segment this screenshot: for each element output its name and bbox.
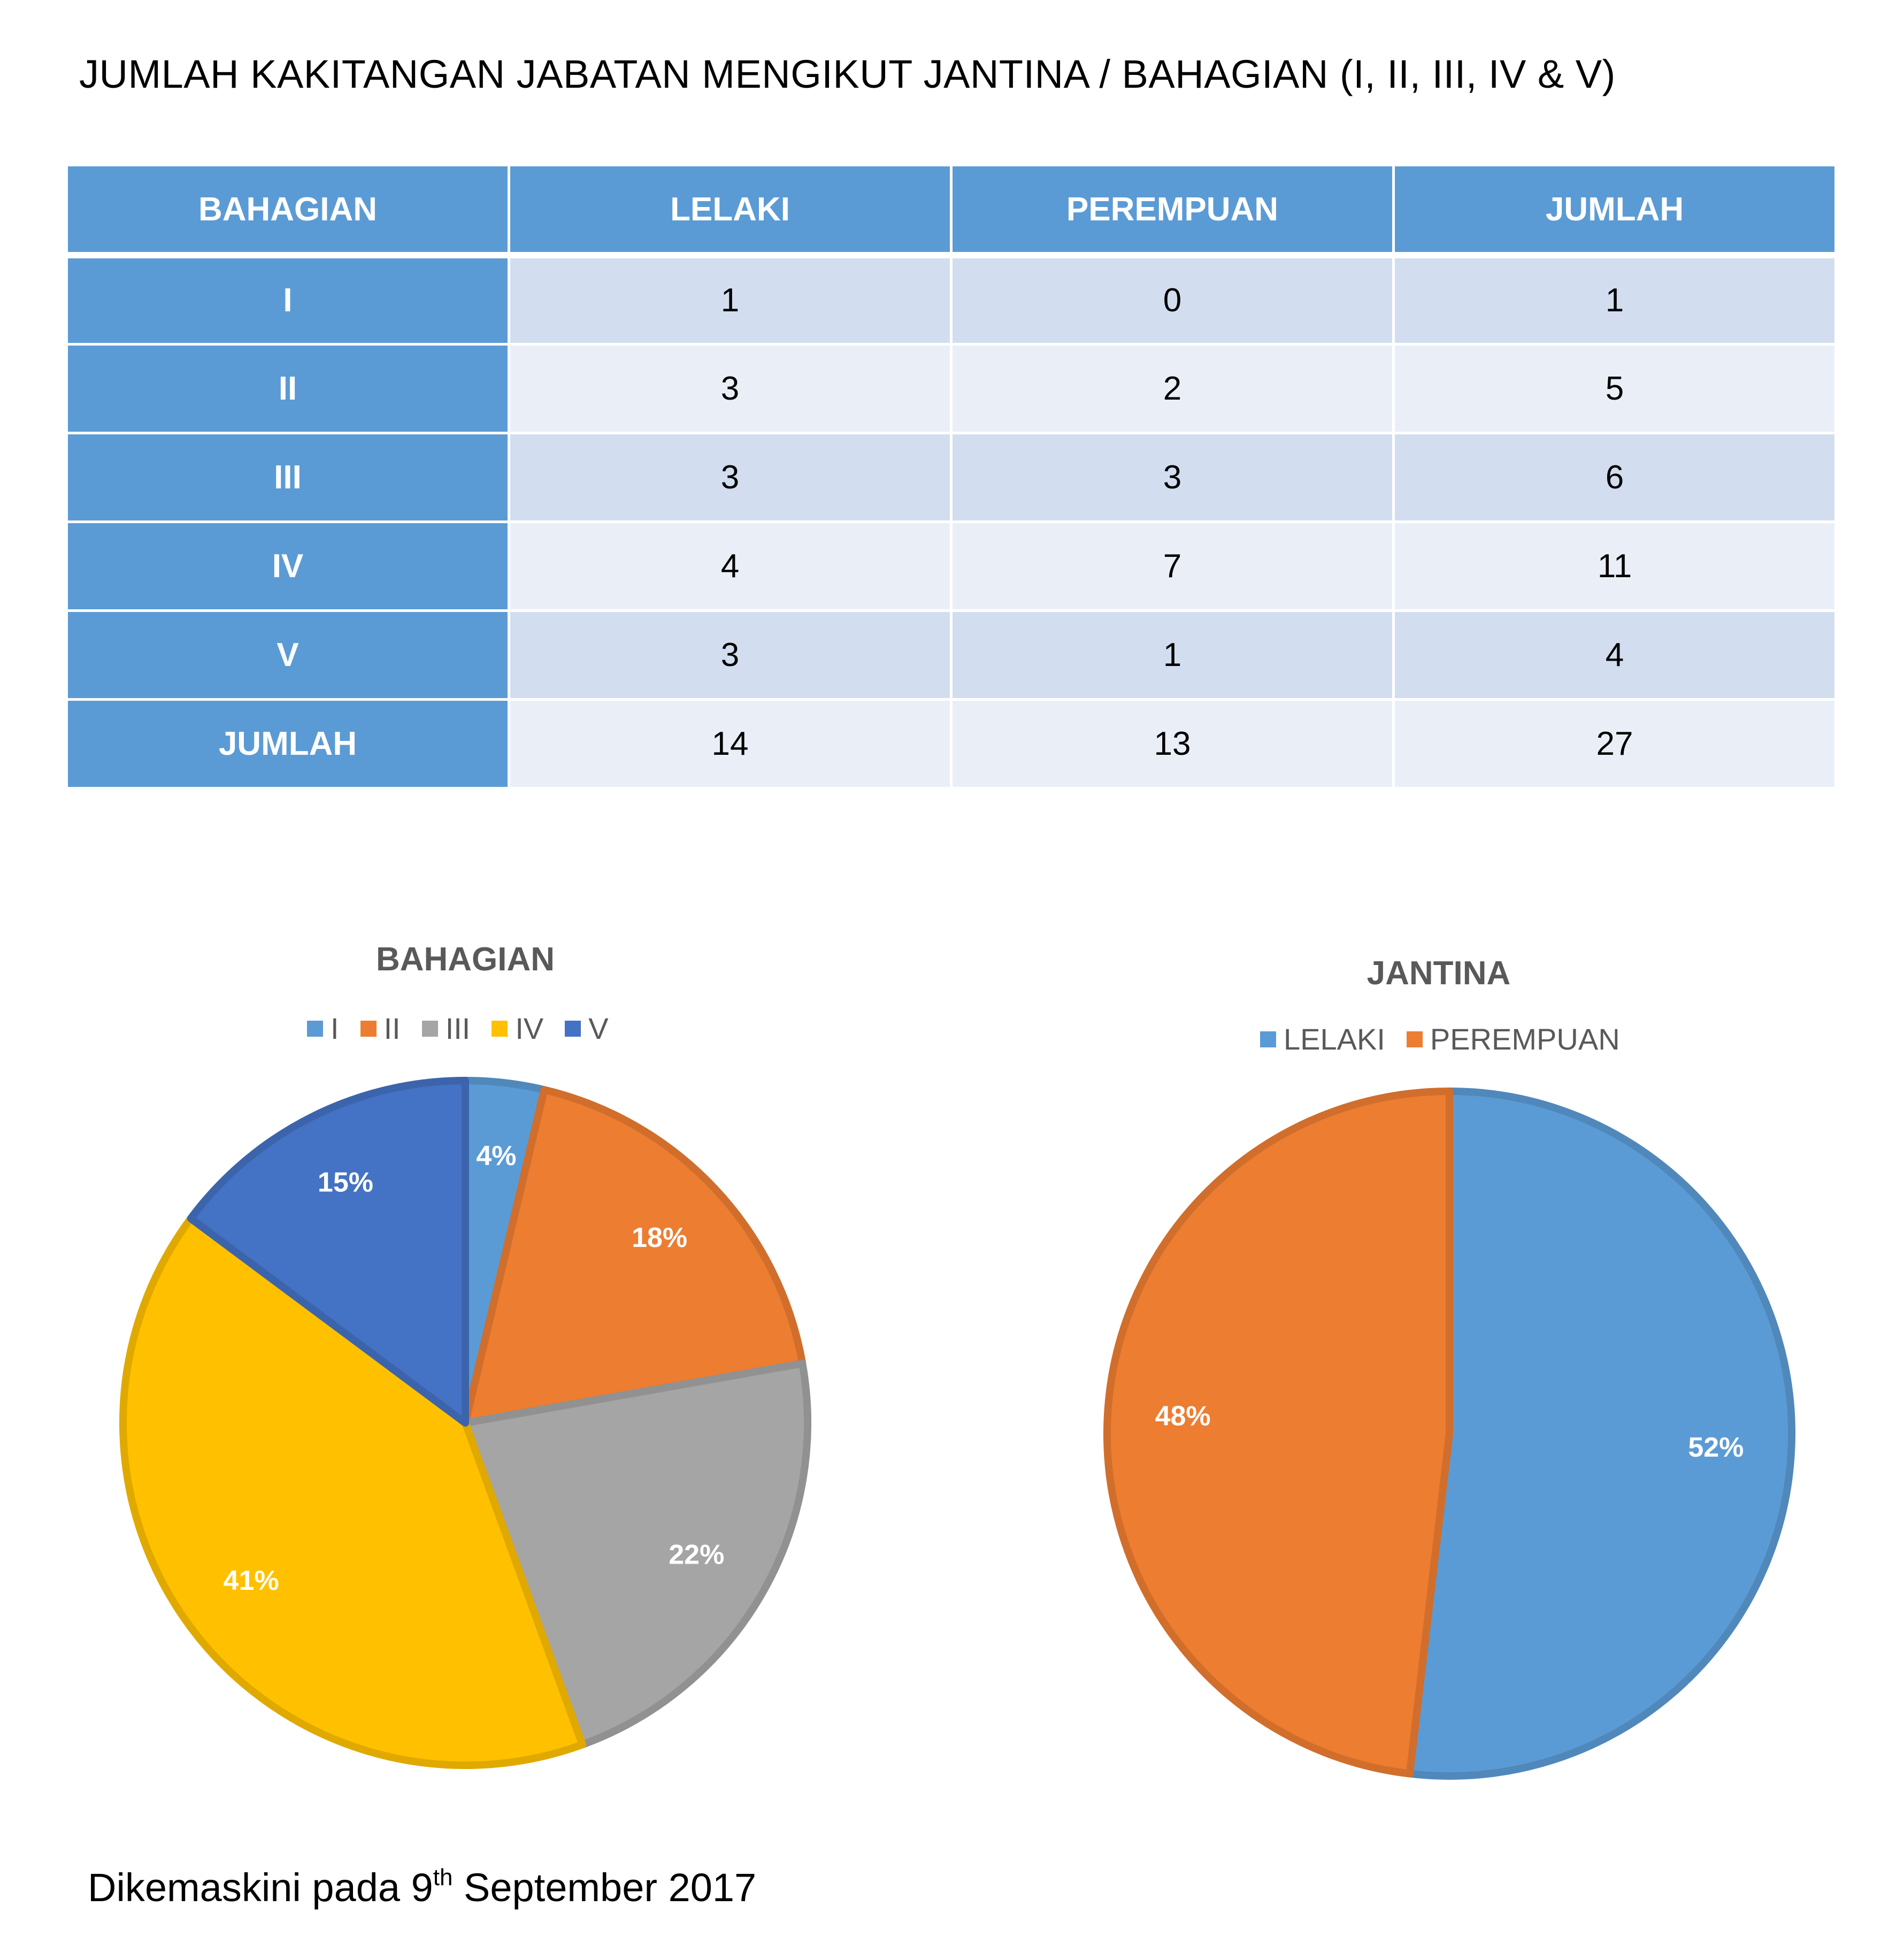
legend-item-ii: [360, 1011, 401, 1046]
cell-jumlah: 6: [1394, 433, 1836, 522]
legend-swatch: [492, 1021, 508, 1037]
legend-swatch: [360, 1021, 377, 1037]
legend-swatch: [1407, 1031, 1423, 1047]
legend-label: I: [331, 1012, 339, 1045]
cell-perempuan: 7: [951, 522, 1394, 610]
legend-label: IV: [515, 1012, 544, 1045]
table-header-row: [67, 165, 1836, 256]
chart-title-jantina: JANTINA: [1366, 955, 1511, 992]
page-title: JUMLAH KAKITANGAN JABATAN MENGIKUT JANTINA / BAHAGIAN (I, II, III, IV & V): [79, 52, 1616, 96]
footer-suffix: September 2017: [452, 1865, 757, 1910]
cell-jumlah: 11: [1394, 522, 1836, 610]
cell-jumlah: 1: [1394, 255, 1836, 344]
footer-prefix: Dikemaskini pada 9: [88, 1865, 433, 1910]
row-label: JUMLAH: [67, 699, 509, 788]
legend-item-v: [565, 1011, 608, 1046]
table-row: [67, 610, 1836, 699]
row-label: I: [67, 255, 509, 344]
legend-swatch: [1260, 1031, 1276, 1047]
data-label-v: 15%: [317, 1167, 373, 1198]
legend-label: PEREMPUAN: [1430, 1022, 1620, 1056]
cell-perempuan: 3: [951, 433, 1394, 522]
data-label-ii: 18%: [632, 1222, 688, 1254]
cell-perempuan: 13: [951, 699, 1394, 788]
pie-slice-perempuan: [1107, 1091, 1449, 1774]
cell-lelaki: 1: [509, 255, 951, 344]
header-bahagian: BAHAGIAN: [67, 165, 509, 256]
table-row: [67, 255, 1836, 344]
last-updated-note: [88, 1865, 756, 1910]
chart-legend-jantina: [1260, 1022, 1620, 1056]
table-row: [67, 522, 1836, 610]
header-lelaki: LELAKI: [509, 165, 951, 256]
table-row: [67, 433, 1836, 522]
cell-jumlah: 27: [1394, 699, 1836, 788]
row-label: II: [67, 344, 509, 433]
cell-perempuan: 0: [951, 255, 1394, 344]
table-total-row: [67, 699, 1836, 788]
cell-lelaki: 3: [509, 610, 951, 699]
cell-lelaki: 3: [509, 344, 951, 433]
legend-item-i: [307, 1011, 339, 1046]
legend-label: V: [588, 1012, 609, 1045]
data-label-i: 4%: [476, 1140, 517, 1172]
cell-lelaki: 4: [509, 522, 951, 610]
legend-label: III: [445, 1012, 471, 1045]
data-label-iv: 41%: [223, 1565, 279, 1596]
cell-perempuan: 2: [951, 344, 1394, 433]
cell-lelaki: 3: [509, 433, 951, 522]
staff-table: [65, 164, 1837, 790]
legend-swatch: [422, 1021, 438, 1037]
cell-jumlah: 5: [1394, 344, 1836, 433]
pie-chart-jantina: [1091, 1086, 1808, 1792]
legend-item-perempuan: [1407, 1022, 1620, 1056]
data-label-lelaki: 52%: [1688, 1431, 1744, 1463]
legend-item-iii: [422, 1011, 471, 1046]
pie-chart-bahagian: [118, 1075, 813, 1781]
cell-jumlah: 4: [1394, 610, 1836, 699]
legend-swatch: [307, 1021, 323, 1037]
cell-perempuan: 1: [951, 610, 1394, 699]
data-label-iii: 22%: [669, 1539, 725, 1571]
header-perempuan: PEREMPUAN: [951, 165, 1394, 256]
table-row: [67, 344, 1836, 433]
data-label-perempuan: 48%: [1155, 1400, 1211, 1432]
row-label: III: [67, 433, 509, 522]
legend-item-lelaki: [1260, 1022, 1385, 1056]
footer-sup: th: [433, 1864, 453, 1890]
legend-label: II: [383, 1012, 401, 1045]
legend-item-iv: [492, 1011, 543, 1046]
cell-lelaki: 14: [509, 699, 951, 788]
chart-legend-bahagian: [307, 1011, 609, 1046]
row-label: IV: [67, 522, 509, 610]
row-label: V: [67, 610, 509, 699]
header-jumlah: JUMLAH: [1394, 165, 1836, 256]
chart-title-bahagian: BAHAGIAN: [375, 941, 555, 978]
legend-label: LELAKI: [1284, 1022, 1385, 1056]
legend-swatch: [565, 1021, 581, 1037]
